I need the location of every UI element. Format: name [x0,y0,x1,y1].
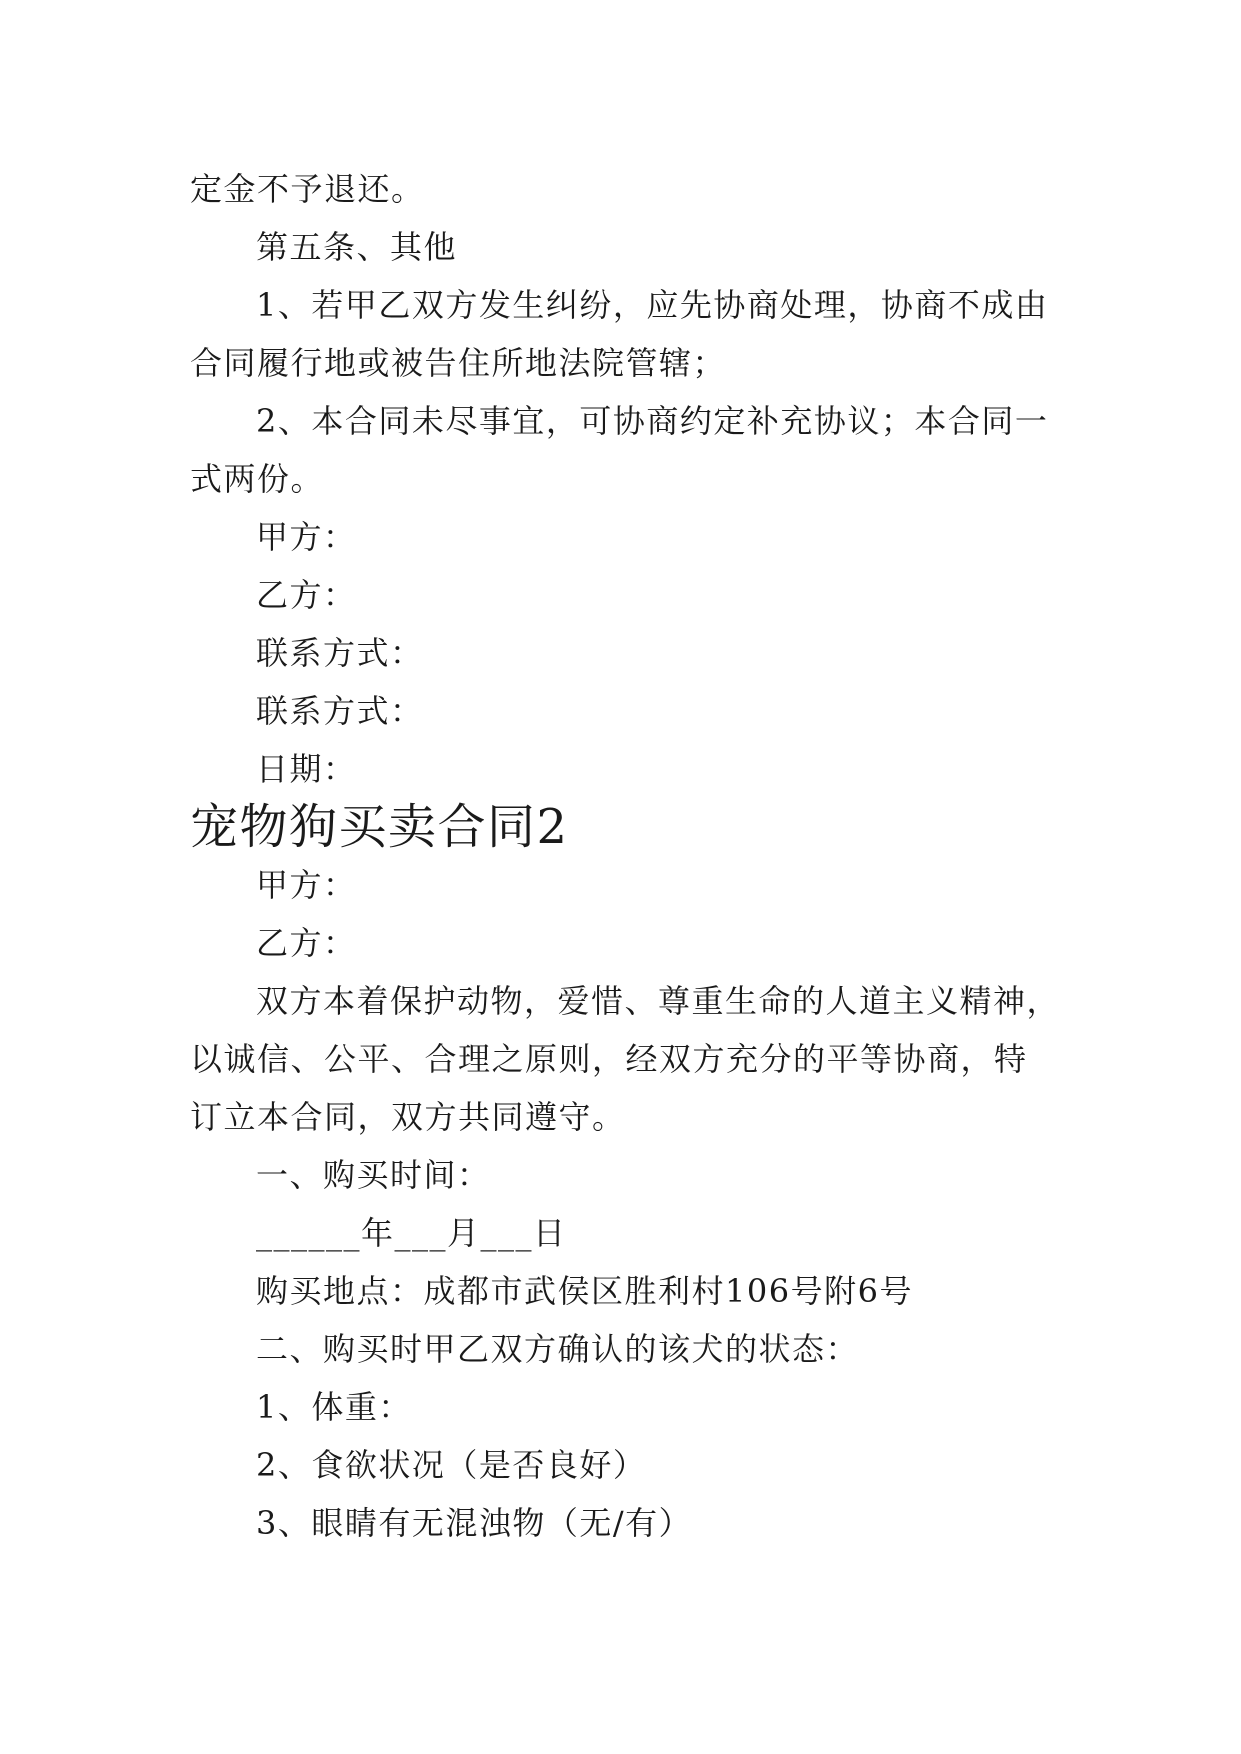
status-item-appetite: 2、食欲状况（是否良好） [256,1446,647,1484]
clause-2-supplement: 2、本合同未尽事宜，可协商约定补充协议；本合同一式两份。 [190,402,1049,498]
purchase-date-blank: ______年___月___日 [256,1214,567,1252]
preamble-paragraph: 双方本着保护动物，爱惜、尊重生命的人道主义精神，以诚信、公平、合理之原则，经双方充分的平等协商，特订立本合同，双方共同遵守。 [190,982,1061,1136]
contract-2-title: 宠物狗买卖合同2 [190,799,569,855]
status-item-weight: 1、体重： [256,1388,412,1426]
section-heading-article-5: 第五条、其他 [256,228,458,266]
party-a-label-2: 甲方： [256,866,357,904]
party-b-label-2: 乙方： [256,924,357,962]
clause-1-dispute: 1、若甲乙双方发生纠纷，应先协商处理，协商不成由合同履行地或被告住所地法院管辖； [190,286,1049,382]
document-body [190,160,1060,1552]
contact-label-a: 联系方式： [256,634,424,672]
status-item-eyes: 3、眼睛有无混浊物（无/有） [256,1504,693,1542]
contact-label-b: 联系方式： [256,692,424,730]
date-label: 日期： [256,750,357,788]
dog-status-heading: 二、购买时甲乙双方确认的该犬的状态： [256,1330,860,1368]
party-a-label: 甲方： [256,518,357,556]
purchase-location: 购买地点：成都市武侯区胜利村106号附6号 [256,1272,913,1310]
paragraph-continued: 定金不予退还。 [190,170,425,208]
party-b-label: 乙方： [256,576,357,614]
purchase-time-heading: 一、购买时间： [256,1156,491,1194]
